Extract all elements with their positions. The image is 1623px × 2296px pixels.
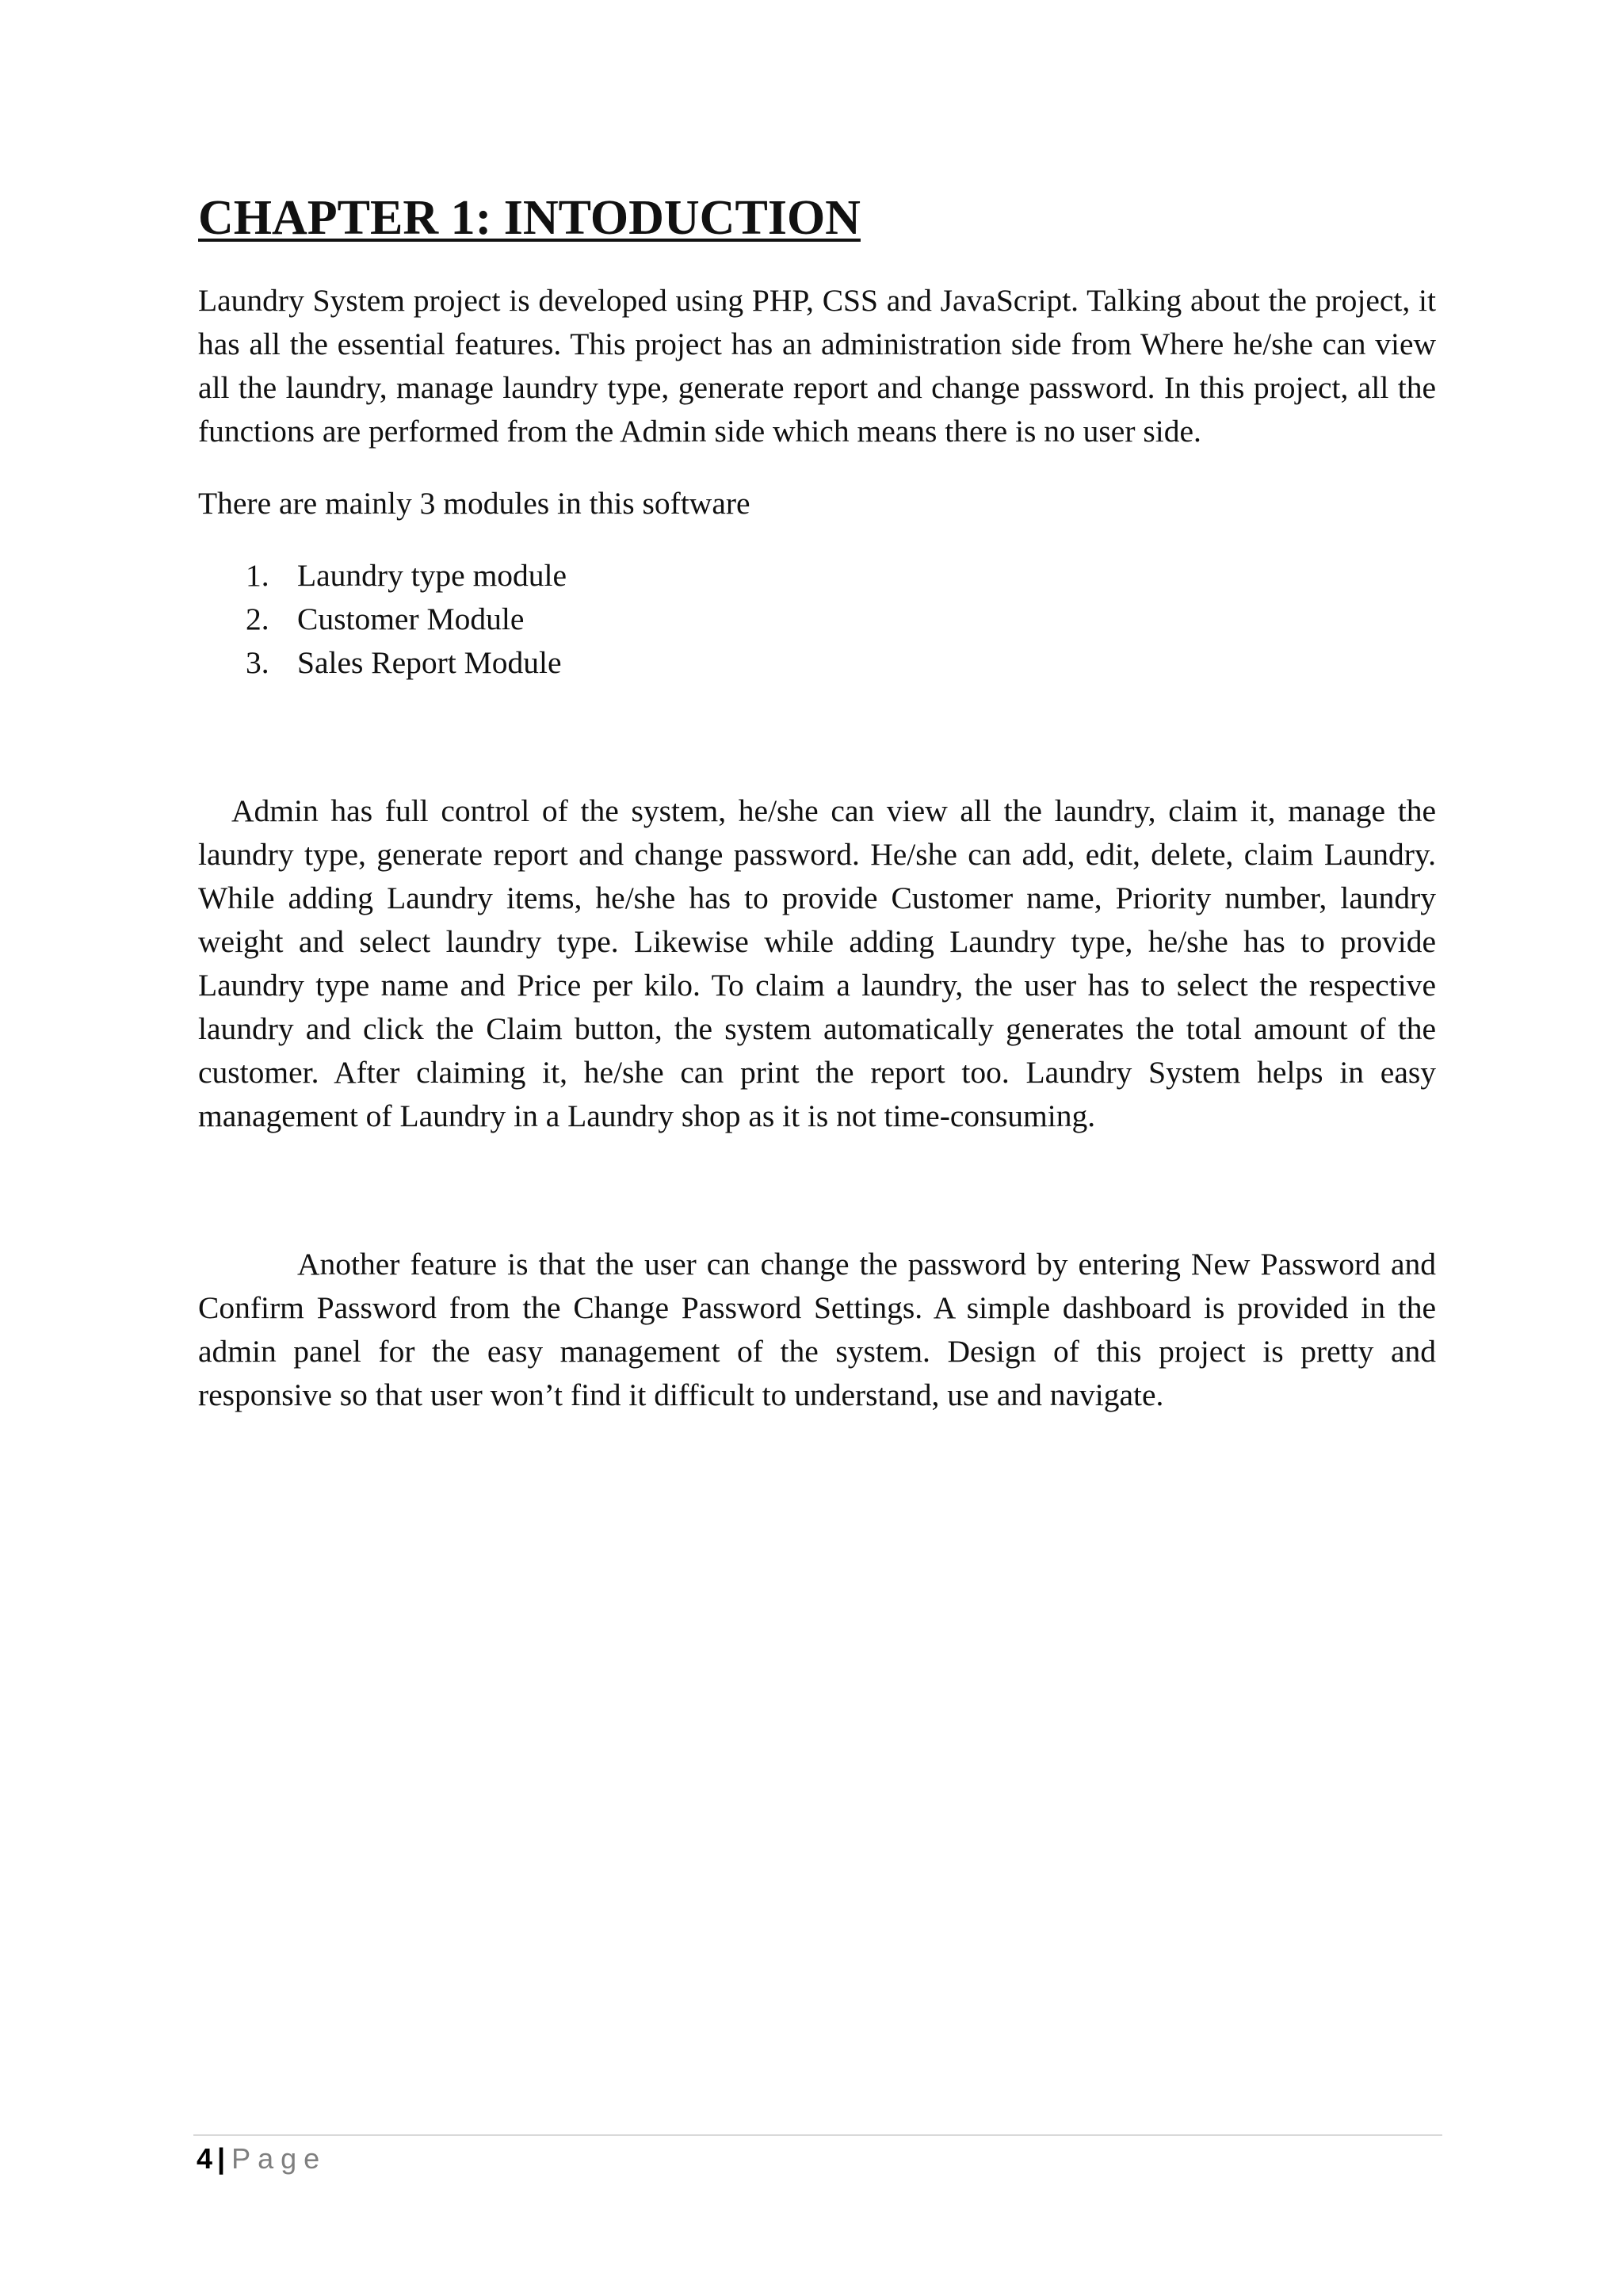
footer-separator: | — [217, 2142, 226, 2175]
list-item-label: Sales Report Module — [297, 645, 562, 681]
list-item-number: 1. — [246, 558, 269, 594]
admin-paragraph: Admin has full control of the system, he/she can view all the laundry, claim it, manage the laundry type, generate report and change password. He/she can add, edit, delete, claim Laundry. While adding Laundry items, he/she has to provide Customer name, Priority number, laundry weight and select laundry type. Likewise while adding Laundry type, he/she has to provide Laundry type name and Price per kilo. To claim a laundry, the user has to select the respective laundry and click the Claim button, the system automatically generates the total amount of the customer. After claiming it, he/she can print the report too. Laundry System helps in easy management of Laundry in a Laundry shop as it is not time-consuming. — [198, 793, 1436, 1134]
footer-divider — [193, 2134, 1442, 2136]
list-item — [198, 598, 1436, 641]
list-item — [198, 641, 1436, 685]
intro-paragraph: Laundry System project is developed using PHP, CSS and JavaScript. Talking about the project, it has all the essential features. This project has an administration side from Where he/she can view all the laundry, manage laundry type, generate report and change password. In this project, all the functions are performed from the Admin side which means there is no user side. — [198, 283, 1436, 449]
feature-paragraph: Another feature is that the user can change the password by entering New Password and Confirm Password from the Change Password Settings. A simple dashboard is provided in the admin panel for the easy management of the system. Design of this project is pretty and responsive so that user won’t find it difficult to understand, use and navigate. — [198, 1247, 1436, 1413]
list-item — [198, 554, 1436, 598]
page-number: 4 — [197, 2142, 213, 2175]
list-item-label: Customer Module — [297, 602, 525, 637]
list-item-label: Laundry type module — [297, 558, 567, 594]
page-content — [198, 189, 1436, 1417]
modules-intro: There are mainly 3 modules in this software — [198, 486, 750, 521]
list-item-number: 3. — [246, 645, 269, 681]
module-list — [198, 554, 1436, 685]
chapter-title: CHAPTER 1: INTODUCTION — [198, 191, 861, 245]
page-label: Page — [231, 2142, 327, 2175]
page-footer — [197, 2140, 327, 2178]
list-item-number: 2. — [246, 602, 269, 637]
